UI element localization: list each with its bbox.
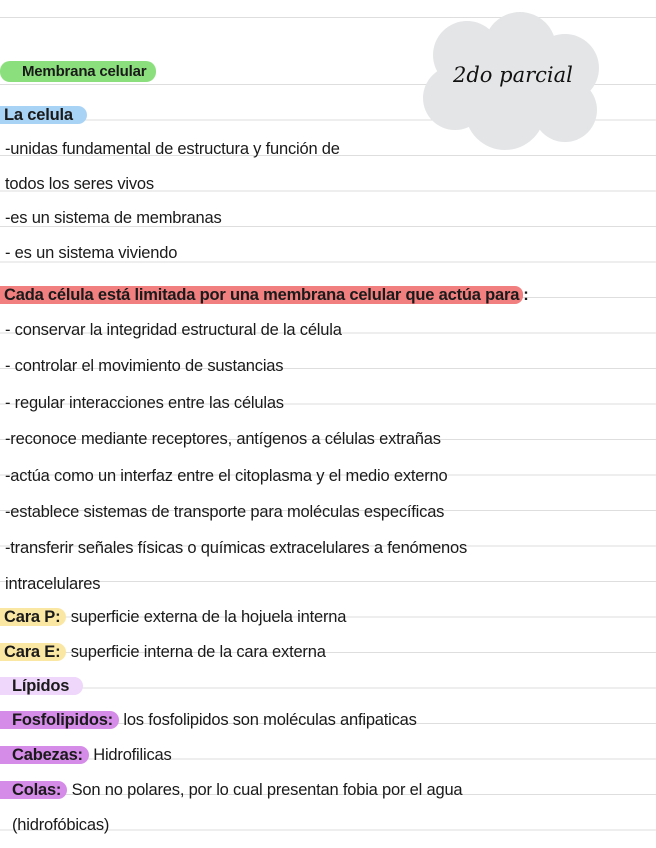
section2-heading: Cada célula está limitada por una membrana celular que actúa para — [0, 286, 523, 304]
lipid-text: los fosfolipidos son moléculas anfipaticas — [118, 711, 417, 729]
face-label: Cara P: — [0, 608, 66, 626]
section2-line: -transferir señales físicas o químicas extracelulares a fenómenos — [5, 539, 468, 557]
section2-line: -reconoce mediante receptores, antígenos a células extrañas — [5, 430, 441, 448]
lipid-label: Colas: — [0, 781, 67, 799]
section2-line: - conservar la integridad estructural de la célula — [5, 321, 342, 339]
lipid-item — [5, 710, 417, 730]
page-title: Membrana celular — [0, 61, 156, 82]
lipid-label: Cabezas: — [0, 746, 89, 764]
section1-line: -unidas fundamental de estructura y función de — [5, 140, 340, 158]
face-label: Cara E: — [0, 643, 66, 661]
face-line — [5, 642, 326, 662]
section2-heading-suffix: : — [523, 286, 529, 304]
lipids-heading: Lípidos — [0, 677, 83, 695]
section2-line: intracelulares — [5, 575, 101, 593]
section1-line: -es un sistema de membranas — [5, 209, 222, 227]
lipid-item — [5, 745, 172, 765]
title-line — [5, 61, 156, 82]
section1-heading-line — [5, 105, 87, 125]
lipid-text: Hidrofilicas — [88, 746, 172, 764]
section2-line: -actúa como un interfaz entre el citoplasma y el medio externo — [5, 467, 448, 485]
lipid-item — [5, 780, 462, 800]
section2-line: - regular interacciones entre las células — [5, 394, 284, 412]
face-text: superficie externa de la hojuela interna — [66, 608, 347, 626]
lipid-continuation: (hidrofóbicas) — [12, 816, 110, 834]
face-text: superficie interna de la cara externa — [66, 643, 326, 661]
face-line — [5, 607, 346, 627]
lipids-heading-line — [5, 676, 83, 696]
section2-heading-line — [5, 285, 529, 305]
lipid-text: Son no polares, por lo cual presentan fobia por el agua — [67, 781, 463, 799]
cloud-note: 2do parcial — [453, 63, 573, 87]
section2-line: - controlar el movimiento de sustancias — [5, 357, 284, 375]
section1-line: todos los seres vivos — [5, 175, 154, 193]
section1-line: - es un sistema viviendo — [5, 244, 178, 262]
section2-line: -establece sistemas de transporte para moléculas específicas — [5, 503, 445, 521]
lipid-label: Fosfolipidos: — [0, 711, 119, 729]
section1-heading: La celula — [0, 106, 87, 124]
